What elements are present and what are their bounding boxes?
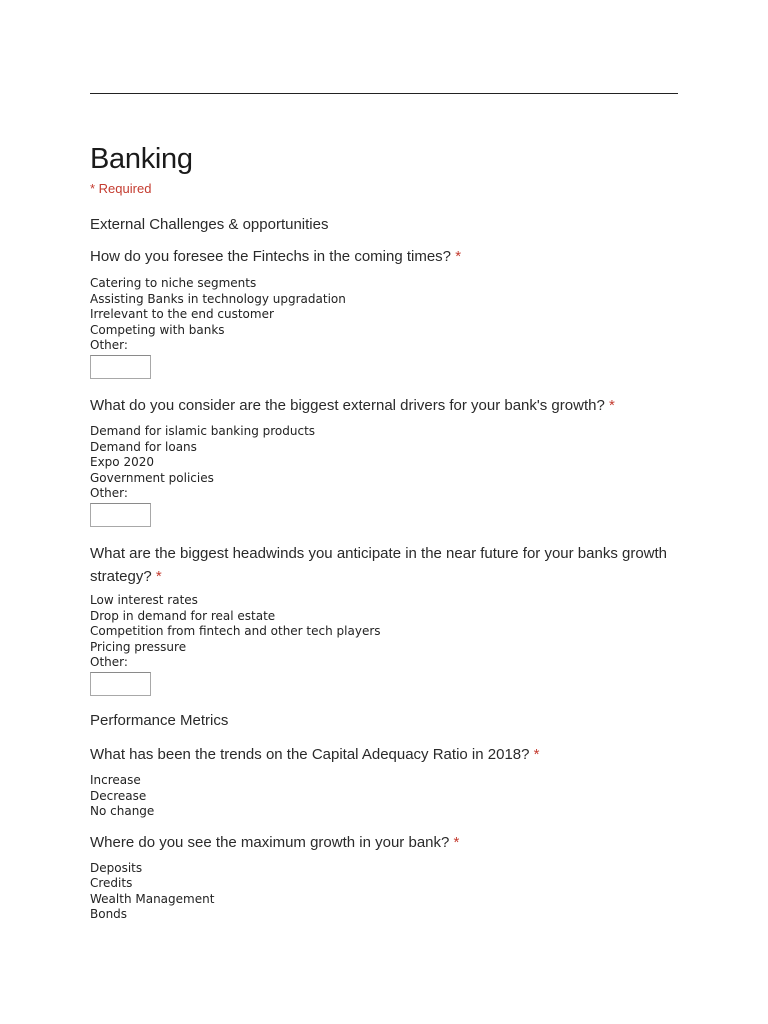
question-capital-adequacy <box>90 743 678 766</box>
option-no-change[interactable]: No change <box>90 804 155 819</box>
required-star: * <box>533 745 540 763</box>
required-note: * Required <box>90 181 152 196</box>
option-assisting-banks[interactable]: Assisting Banks in technology upgradation <box>90 291 346 306</box>
option-increase[interactable]: Increase <box>90 772 141 787</box>
option-demand-loans[interactable]: Demand for loans <box>90 439 197 454</box>
option-deposits[interactable]: Deposits <box>90 860 143 875</box>
options-external-drivers <box>90 424 678 527</box>
option-other[interactable]: Other: <box>90 486 128 501</box>
form <box>90 140 678 923</box>
question-text: What do you consider are the biggest external drivers for your bank's growth? <box>90 396 605 414</box>
question-maximum-growth <box>90 831 678 854</box>
option-other[interactable]: Other: <box>90 655 128 670</box>
option-bonds[interactable]: Bonds <box>90 907 128 922</box>
other-input[interactable] <box>90 355 151 379</box>
option-islamic-banking[interactable]: Demand for islamic banking products <box>90 423 316 438</box>
question-text: How do you foresee the Fintechs in the coming times? <box>90 248 452 265</box>
section-header-performance: Performance Metrics <box>90 711 229 729</box>
option-irrelevant[interactable]: Irrelevant to the end customer <box>90 307 274 322</box>
question-text: Where do you see the maximum growth in your bank? <box>90 833 450 851</box>
option-credits[interactable]: Credits <box>90 876 133 891</box>
required-star: * <box>608 396 615 414</box>
option-decrease[interactable]: Decrease <box>90 788 147 803</box>
question-text: What are the biggest headwinds you anticipate in the near future for your banks growth strategy? <box>90 544 668 585</box>
options-fintechs <box>90 276 678 379</box>
options-maximum-growth <box>90 861 678 923</box>
required-star: * <box>453 833 460 851</box>
option-expo-2020[interactable]: Expo 2020 <box>90 455 154 470</box>
option-niche-segments[interactable]: Catering to niche segments <box>90 276 257 290</box>
options-capital-adequacy <box>90 773 678 820</box>
option-real-estate[interactable]: Drop in demand for real estate <box>90 608 276 623</box>
option-low-interest[interactable]: Low interest rates <box>90 592 198 607</box>
question-external-drivers <box>90 394 678 417</box>
form-title: Banking <box>90 143 193 175</box>
top-divider <box>90 93 678 94</box>
required-star: * <box>455 248 462 265</box>
question-headwinds <box>90 542 678 588</box>
other-input[interactable] <box>90 503 151 527</box>
options-headwinds <box>90 593 678 696</box>
question-fintechs <box>90 245 678 268</box>
option-government-policies[interactable]: Government policies <box>90 470 214 485</box>
option-pricing-pressure[interactable]: Pricing pressure <box>90 639 187 654</box>
other-input[interactable] <box>90 672 151 696</box>
question-text: What has been the trends on the Capital Adequacy Ratio in 2018? <box>90 745 530 763</box>
section-header-external: External Challenges & opportunities <box>90 216 329 233</box>
option-fintech-competition[interactable]: Competition from fintech and other tech players <box>90 624 381 639</box>
option-competing[interactable]: Competing with banks <box>90 322 225 337</box>
option-wealth-management[interactable]: Wealth Management <box>90 891 215 906</box>
option-other[interactable]: Other: <box>90 338 128 353</box>
required-star: * <box>155 567 162 585</box>
